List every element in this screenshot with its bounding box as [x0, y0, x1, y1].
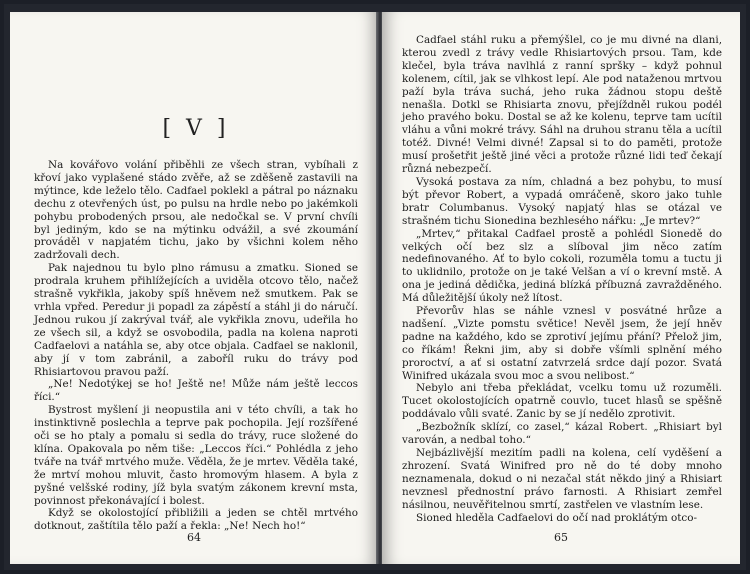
- right-page: [382, 12, 740, 564]
- paragraph: „Ne! Nedotýkej se ho! Ještě ne! Může nám ještě leccos říci.“: [34, 378, 358, 404]
- left-page-text: [34, 159, 358, 533]
- chapter-title: [ V ]: [162, 116, 230, 141]
- paragraph: „Mrtev,“ přitakal Cadfael prostě a pohlédl Sionedě do velkých očí bez slz a slíboval jim něco zatím nedefinovaného. Ať to bylo cokoli, rozuměla tomu a tuctu ji to uklidnilo, protože on je také Velšan a ví o krevní mstě. A ona je jediná dědička, jediná blízká příbuzná zavražděného. Má důležitější úkoly než lítost.: [402, 227, 722, 305]
- paragraph: Na kovářovo volání přiběhli ze všech stran, vybíhali z křoví jako vyplašené stádo zvěře, až se zděšeně zastavili na mýtince, kde leželo tělo. Cadfael poklekl a pátral po náznaku dechu z otevřených úst, po pulsu na hrdle nebo po jakémkoli pohybu probodených prsou, ale nedočkal se. V první chvíli byl jediným, kdo se na mýtinku odvážil, a své zkoumání prováděl v napjatém tichu, jako by všichni kolem něho zadržovali dech.: [34, 159, 358, 262]
- right-page-text: [402, 34, 722, 524]
- paragraph: Pak najednou tu bylo plno rámusu a zmatku. Sioned se prodrala kruhem přihlížejících a uviděla otcovo tělo, načež strašně vykřikla, jakoby spíš hněvem než smutkem. Pak se vrhla vpřed. Peredur ji popadl za zápěstí a stáhl ji do náručí. Jednou rukou jí zakrýval tvář, ale vykřikla znovu, udeřila ho ze všech sil, a když se osvobodila, padla na kolena naproti Cadfaelovi a natáhla se, aby otce objala. Cadfael se naklonil, aby jí v tom zabránil, a zaboříl ruku do trávy pod Rhisiartovou pravou paží.: [34, 262, 358, 378]
- open-book: [4, 4, 746, 570]
- paragraph: „Bezbožník sklízí, co zasel,“ kázal Robert. „Rhisiart byl varován, a nedbal toho.“: [402, 421, 722, 447]
- page-number-right: 65: [554, 531, 568, 544]
- page-number-left: 64: [187, 531, 201, 544]
- paragraph: Cadfael stáhl ruku a přemýšlel, co je mu divné na dlani, kterou zvedl z trávy vedle Rhisiartových prsou. Tam, kde klečel, byla tráva navlhlá z ranní spršky – když pohnul kolenem, cítil, jak se vlhkost lepí. Ale pod nataženou mrtvou paží byla tráva suchá, jeho ruka žádnou stopu deště nenašla. Dotkl se Rhisiarta znovu, přejíždněl rukou podél jeho pravého boku. Dostal se až ke kolenu, teprve tam ucítil vláhu a vůni mokré trávy. Sáhl na druhou stranu těla a ucítil totéž. Divné! Velmi divné! Zapsal si to do paměti, protože musí prošetřit ještě jiné věci a protože různé lidi teď čekají různá nebezpečí.: [402, 34, 722, 176]
- paragraph: Nebylo ani třeba překládat, vcelku tomu už rozuměli. Tucet okolostojících opatrně couvlo, tucet hlasů se spěšně poddávalo vůli svaté. Zanic by se jí nedělo zprotivit.: [402, 382, 722, 421]
- left-page: [10, 12, 378, 564]
- paragraph: Sioned hleděla Cadfaelovi do očí nad proklátým otco-: [416, 511, 697, 524]
- paragraph: Bystrost myšlení ji neopustila ani v této chvíli, a tak ho instinktivně poslechla a teprve pak pochopila. Její rozšířené oči se ho ptaly a pomalu si sedla do trávy, ruce složené do klína. Opakovala po něm tiše: „Leccos říci.“ Pohlédla z jeho tváře na tvář mrtvého muže. Věděla, že je mrtev. Věděla také, že mrtví mohou mluvit, často hromovým hlasem. A byla z pyšné velšské rodiny, jíž byla svatým zákonem krevní msta, povinnost překonávající i bolest.: [34, 404, 358, 507]
- paragraph: Když se okolostojící přibližili a jeden se chtěl mrtvého dotknout, zaštítila tělo paží a řekla: „Ne! Nech ho!“: [34, 507, 358, 533]
- paragraph: Převorův hlas se náhle vznesl v posvátné hrůze a nadšení. „Vizte pomstu světice! Nevěl jsem, že její hněv padne na každého, kdo se zprotiví jejímu přání? Přelož jim, co říkám! Řekni jim, aby si dobře všímli splnění mého proroctví, a ať si ostatní zatvrzelá srdce dají pozor. Svatá Winifred ukázala svou moc a svou nelibost.“: [402, 305, 722, 382]
- paragraph: Nejbázlivější mezitím padli na kolena, celí vyděšení a zhrození. Svatá Winifred pro ně do té doby mnoho neznamenala, dokud o ni nezačal stát někdo jiný a Rhisiart nevznesl přednostní právo farnosti. A Rhisiart zemřel násilnou, neuvěřitelnou smrtí, zastřelen ve vlastním lese.: [402, 447, 722, 511]
- paragraph: Vysoká postava za ním, chladná a bez pohybu, to musí být převor Robert, a vypadá omráčeně, skoro jako tuhle bratr Columbanus. Vysoký napjatý hlas se otázal ve strašném tichu Sionedina bezhlesého nářku: „Je mrtev?“: [402, 175, 722, 227]
